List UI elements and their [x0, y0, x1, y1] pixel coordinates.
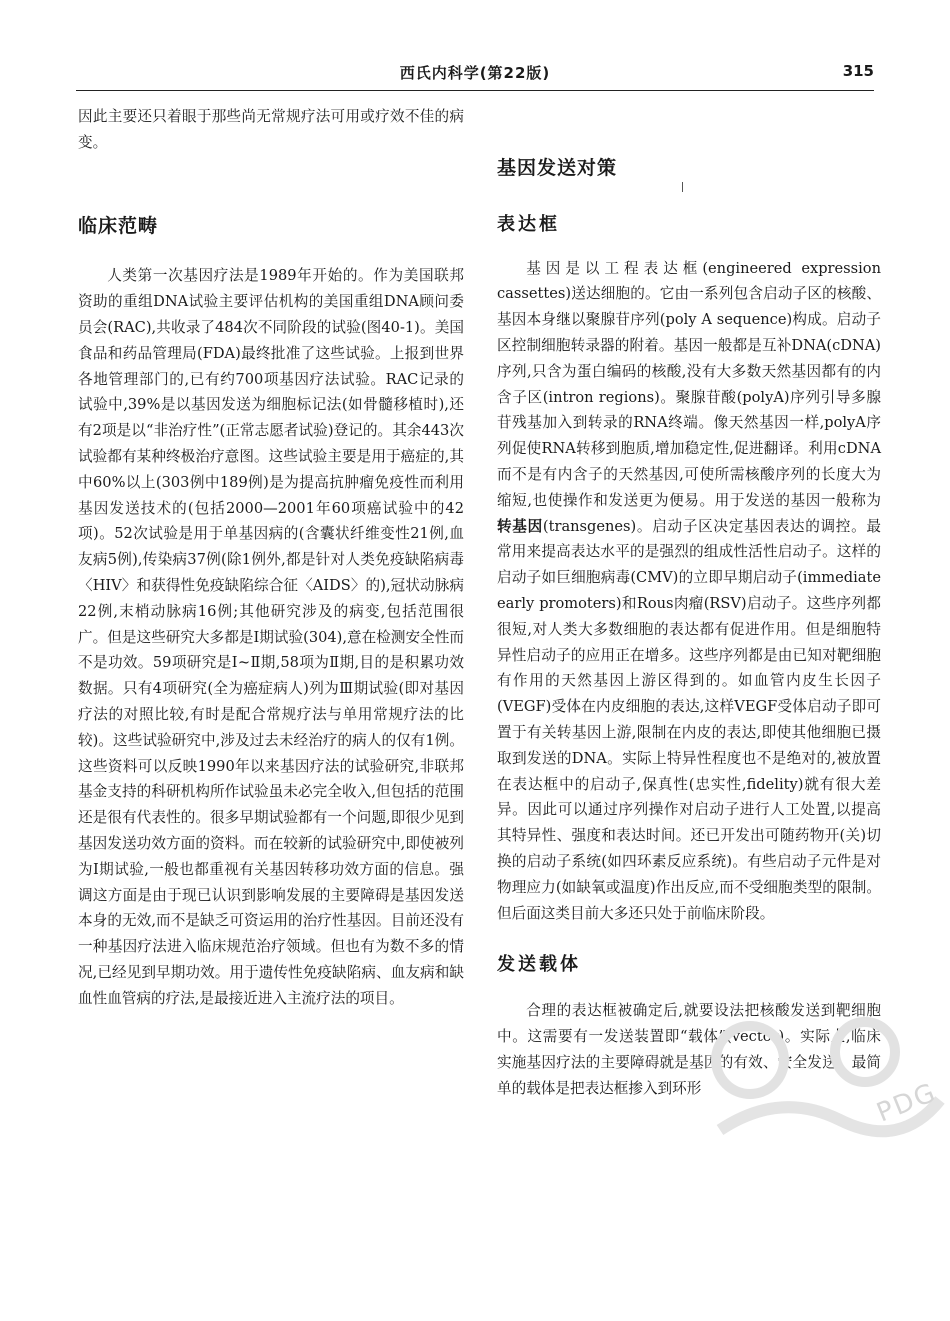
subheading-expression-cassette: 表达框	[497, 213, 560, 235]
running-header	[76, 56, 874, 91]
expression-cassette-text-a: 基因是以工程表达框(engineered expression cassettes)送达细胞的。它由一系列包含启动子区的核酸、基因本身继以聚腺苷序列(poly A sequence)构成。启动子区控制细胞转录器的附着。基因一般都是互补DNA(cDNA)序列,只含为蛋白编码的核酸,没有大多数天然基因都有的内含子区(intron regions)。聚腺苷酸(polyA)序列引导多腺苷残基加入到转录的RNA终端。像天然基因一样,polyA序列促使RNA转移到胞质,增加稳定性,促进翻译。利用cDNA而不是有内含子的天然基因,可使所需核酸序列的长度大为缩短,也使操作和发送更为便易。用于发送的基因一般称为	[497, 259, 881, 509]
section-heading-clinical-scope: 临床范畴	[78, 214, 159, 237]
running-title: 西氏内科学(第22版)	[399, 64, 551, 82]
continuation-paragraph: 因此主要还只着眼于那些尚无常规疗法可用或疗效不佳的病变。	[78, 108, 464, 151]
delivery-vector-paragraph: 合理的表达框被确定后,就要设法把核酸发送到靶细胞中。这需要有一发送装置即“载体”(vector)。实际上,临床实施基因疗法的主要障碍就是基因的有效、安全发送。最简单的载体是把表达框掺入到环形	[497, 1002, 881, 1097]
left-column	[78, 104, 464, 1012]
section-heading-gene-delivery-strategy: 基因发送对策	[497, 157, 618, 179]
page-number: 315	[842, 62, 874, 80]
subheading-delivery-vector: 发送载体	[497, 954, 581, 976]
expression-cassette-paragraph	[497, 256, 881, 927]
right-column	[497, 104, 881, 1101]
expression-cassette-text-b: (transgenes)。启动子区决定基因表达的调控。最常用来提高表达水平的是强烈的组成性活性启动子。这样的启动子如巨细胞病毒(CMV)的立即早期启动子(immediate early promoters)和Rous肉瘤(RSV)启动子。这些序列都很短,对人类大多数细胞的表达都有促进作用。但是细胞特异性启动子的应用正在增多。这些序列都是由已知对靶细胞有作用的天然基因上游区得到的。如血管内皮生长因子(VEGF)受体在内皮细胞的表达,这样VEGF受体启动子即可置于有关转基因上游,限制在内皮的表达,即使其他细胞已摄取到发送的DNA。实际上特异性程度也不是绝对的,被放置在表达框中的启动子,保真性(忠实性,fidelity)就有很大差异。因此可以通过序列操作对启动子进行人工处置,以提高其特异性、强度和表达时间。还已开发出可随药物开(关)切换的启动子系统(如四环素反应系统)。有些启动子元件是对物理应力(如缺氧或温度)作出反应,而不受细胞类型的限制。但后面这类目前大多还只处于前临床阶段。	[497, 517, 881, 922]
clinical-scope-paragraph: 人类第一次基因疗法是1989年开始的。作为美国联邦资助的重组DNA试验主要评估机构的美国重组DNA顾问委员会(RAC),共收录了484次不同阶段的试验(图40-1)。美国食品和药品管理局(FDA)最终批准了这些试验。上报到世界各地管理部门的,已有约700项基因疗法试验。RAC记录的试验中,39%是以基因发送为细胞标记法(如骨髓移植时),还有2项是以“非治疗性”(正常志愿者试验)登记的。其余443次试验都有某种终极治疗意图。这些试验主要是用于癌症的,其中60%以上(303例中189例)是为提高抗肿瘤免疫性而利用基因发送技术的(包括2000—2001年60项癌试验中的42项)。52次试验是用于单基因病的(含囊状纤维变性21例,血友病5例),传染病37例(除1例外,都是针对人类免疫缺陷病毒〈HIV〉和获得性免疫缺陷综合征〈AIDS〉的),冠状动脉病22例,末梢动脉病16例;其他研究涉及的病变,包括范围很广。但是这些研究大多都是Ⅰ期试验(304),意在检测安全性而不是功效。59项研究是Ⅰ~Ⅱ期,58项为Ⅱ期,目的是积累功效数据。只有4项研究(全为癌症病人)列为Ⅲ期试验(即对基因疗法的对照比较,有时是配合常规疗法与单用常规疗法的比较)。这些试验研究中,涉及过去未经治疗的病人的仅有1例。这些资料可以反映1990年以来基因疗法的试验研究,非联邦基金支持的科研机构所作试验虽未必完全收入,但包括的范围还是很有代表性的。很多早期试验都有一个问题,即很少见到基因发送功效方面的资料。而在较新的试验研究中,即使被列为Ⅰ期试验,一般也都重视有关基因转移功效方面的信息。强调这方面是由于现已认识到影响发展的主要障碍是基因发送本身的无效,而不是缺乏可资运用的治疗性基因。目前还没有一种基因疗法进入临床规范治疗领域。但也有为数不多的情况,已经见到早期功效。用于遗传性免疫缺陷病、血友病和缺血性血管病的疗法,是最接近进入主流疗法的项目。	[78, 267, 464, 1007]
watermark-text: PDG	[872, 1077, 942, 1129]
transgene-term: 转基因	[497, 517, 543, 535]
